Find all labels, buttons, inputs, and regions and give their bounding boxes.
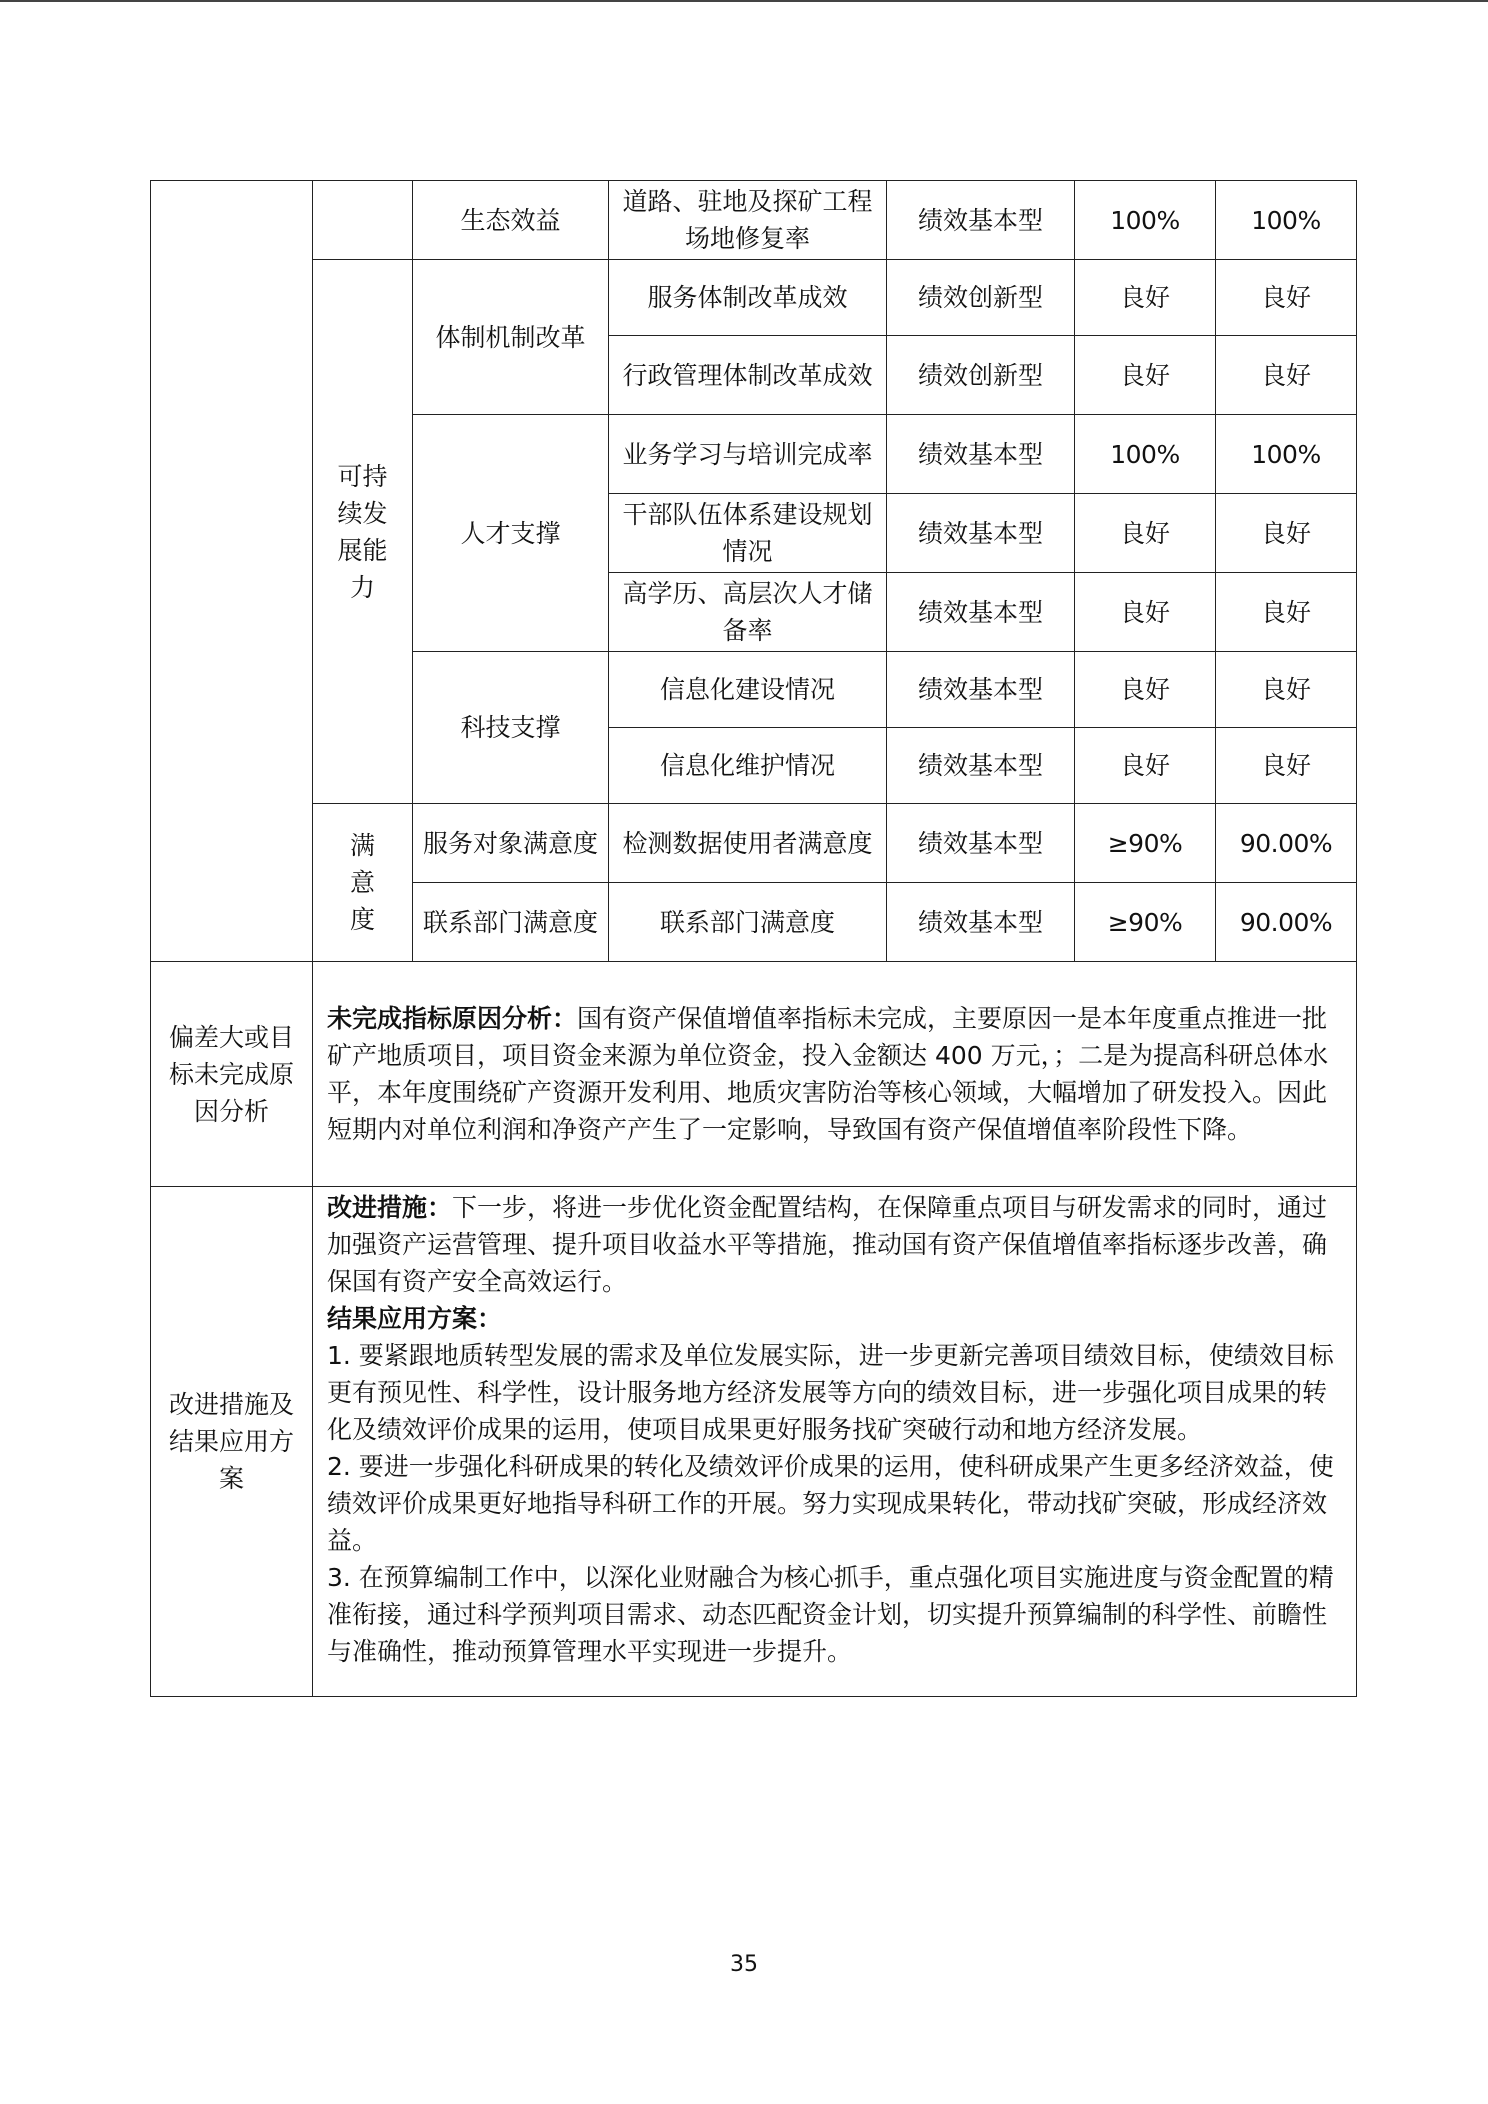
target-cell: 良好 <box>1075 728 1216 804</box>
level2-cell: 可持续发展能力 <box>313 260 413 804</box>
plan-item: 1. 要紧跟地质转型发展的需求及单位发展实际，进一步更新完善项目绩效目标，使绩效目标更有预见性、科学性，设计服务地方经济发展等方向的绩效目标，进一步强化项目成果的转化及绩效评价成果的运用，使项目成果更好服务找矿突破行动和地方经济发展。 <box>327 1341 1334 1444</box>
deviation-text-a: 国有资产保值增值率指标未完成，主要原因一是本年度重点推进一批矿产地质项目，项目资金来源为单位资金，投入金额达 <box>327 1004 1328 1070</box>
level3-cell: 服务对象满意度 <box>413 804 609 883</box>
improvement-heading: 改进措施： <box>327 1193 453 1222</box>
type-cell: 绩效创新型 <box>887 336 1075 415</box>
deviation-heading: 未完成指标原因分析： <box>327 1004 578 1033</box>
actual-cell: 100% <box>1216 415 1357 494</box>
page-number: 35 <box>730 1952 758 1977</box>
level3-cell: 人才支撑 <box>413 415 609 652</box>
deviation-analysis-cell <box>313 962 1357 1187</box>
deviation-text-b: 万元，；二是为提高科研总体水平，本年度围绕矿产资源开发利用、地质灾害防治等核心领域，大幅增加了研发投入。因此短期内对单位利润和净资产产生了一定影响，导致国有资产保值增值率阶段性下降。 <box>327 1041 1329 1144</box>
actual-cell: 良好 <box>1216 336 1357 415</box>
deviation-label-cell: 偏差大或目标未完成原因分析 <box>151 962 313 1187</box>
type-cell: 绩效基本型 <box>887 883 1075 962</box>
top-border-line <box>0 0 1488 2</box>
table-row <box>151 260 1357 336</box>
target-cell: 良好 <box>1075 652 1216 728</box>
type-cell: 绩效基本型 <box>887 415 1075 494</box>
target-cell: ≥90% <box>1075 804 1216 883</box>
performance-indicator-table <box>150 180 1357 1697</box>
indicator-cell: 信息化建设情况 <box>609 652 887 728</box>
actual-cell: 良好 <box>1216 494 1357 573</box>
deviation-amount: 400 <box>934 1041 983 1070</box>
level3-cell: 生态效益 <box>413 181 609 260</box>
type-cell: 绩效创新型 <box>887 260 1075 336</box>
improvement-cell <box>313 1187 1357 1697</box>
target-cell: 良好 <box>1075 260 1216 336</box>
target-cell: 良好 <box>1075 573 1216 652</box>
level3-cell: 科技支撑 <box>413 652 609 804</box>
actual-cell: 良好 <box>1216 728 1357 804</box>
level3-cell: 体制机制改革 <box>413 260 609 415</box>
type-cell: 绩效基本型 <box>887 652 1075 728</box>
table-row <box>151 804 1357 883</box>
indicator-cell: 业务学习与培训完成率 <box>609 415 887 494</box>
type-cell: 绩效基本型 <box>887 728 1075 804</box>
actual-cell: 90.00% <box>1216 804 1357 883</box>
table-row <box>151 962 1357 1187</box>
improvement-label-cell: 改进措施及结果应用方案 <box>151 1187 313 1697</box>
level3-cell: 联系部门满意度 <box>413 883 609 962</box>
indicator-cell: 检测数据使用者满意度 <box>609 804 887 883</box>
plan-heading: 结果应用方案： <box>327 1304 503 1333</box>
type-cell: 绩效基本型 <box>887 181 1075 260</box>
indicator-cell: 行政管理体制改革成效 <box>609 336 887 415</box>
indicator-cell: 干部队伍体系建设规划情况 <box>609 494 887 573</box>
level1-cell-empty <box>151 181 313 962</box>
target-cell: 良好 <box>1075 336 1216 415</box>
table-row <box>151 1187 1357 1697</box>
actual-cell: 良好 <box>1216 573 1357 652</box>
actual-cell: 90.00% <box>1216 883 1357 962</box>
level2-cell-empty <box>313 181 413 260</box>
actual-cell: 100% <box>1216 181 1357 260</box>
indicator-cell: 服务体制改革成效 <box>609 260 887 336</box>
target-cell: 100% <box>1075 415 1216 494</box>
indicator-cell: 信息化维护情况 <box>609 728 887 804</box>
type-cell: 绩效基本型 <box>887 804 1075 883</box>
type-cell: 绩效基本型 <box>887 494 1075 573</box>
level2-cell: 满意度 <box>313 804 413 962</box>
type-cell: 绩效基本型 <box>887 573 1075 652</box>
indicator-cell: 联系部门满意度 <box>609 883 887 962</box>
target-cell: ≥90% <box>1075 883 1216 962</box>
plan-item: 3. 在预算编制工作中，以深化业财融合为核心抓手，重点强化项目实施进度与资金配置的精准衔接，通过科学预判项目需求、动态匹配资金计划，切实提升预算编制的科学性、前瞻性与准确性，推动预算管理水平实现进一步提升。 <box>327 1563 1334 1666</box>
table-row <box>151 181 1357 260</box>
actual-cell: 良好 <box>1216 652 1357 728</box>
improvement-text: 下一步，将进一步优化资金配置结构，在保障重点项目与研发需求的同时，通过加强资产运营管理、提升项目收益水平等措施，推动国有资产保值增值率指标逐步改善，确保国有资产安全高效运行。 <box>327 1193 1328 1296</box>
actual-cell: 良好 <box>1216 260 1357 336</box>
indicator-cell: 高学历、高层次人才储备率 <box>609 573 887 652</box>
target-cell: 良好 <box>1075 494 1216 573</box>
plan-item: 2. 要进一步强化科研成果的转化及绩效评价成果的运用，使科研成果产生更多经济效益，使绩效评价成果更好地指导科研工作的开展。努力实现成果转化，带动找矿突破，形成经济效益。 <box>327 1452 1334 1555</box>
target-cell: 100% <box>1075 181 1216 260</box>
indicator-cell: 道路、驻地及探矿工程场地修复率 <box>609 181 887 260</box>
